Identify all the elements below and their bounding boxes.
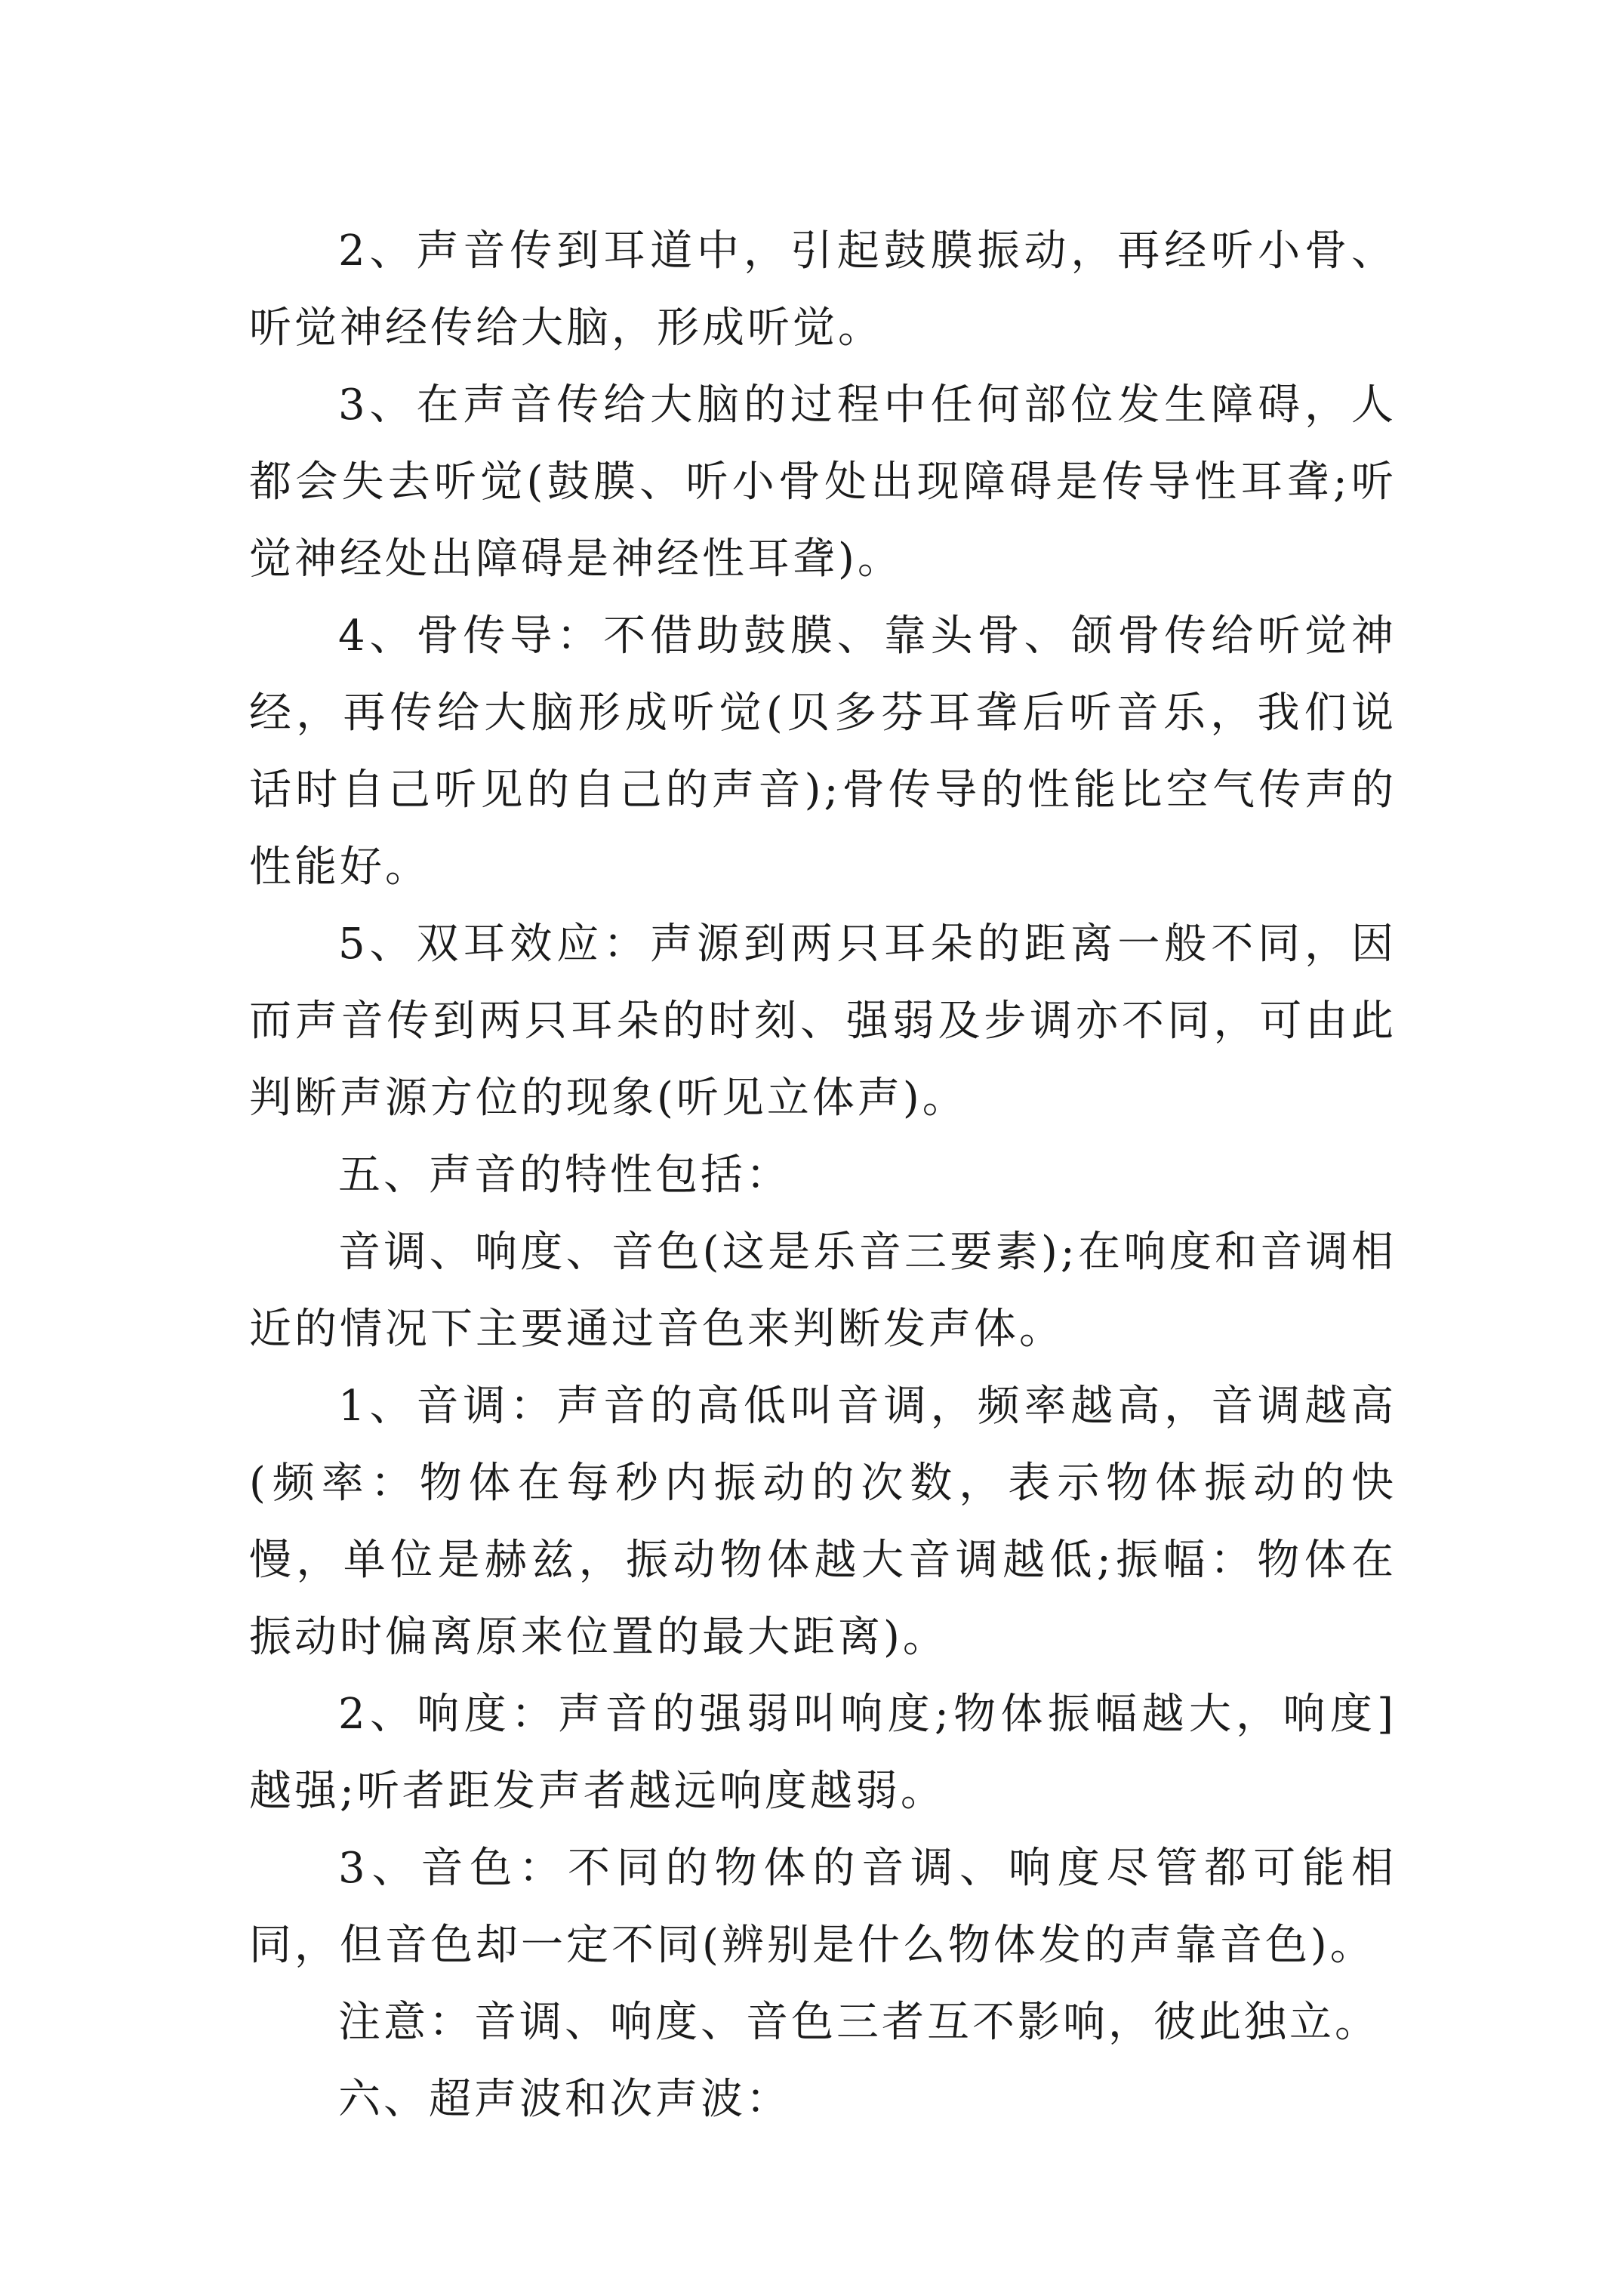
- paragraph-pitch: 1、音调：声音的高低叫音调，频率越高，音调越高(频率：物体在每秒内振动的次数，表示物体振动的快慢，单位是赫兹，振动物体越大音调越低;振幅：物体在振动时偏离原来位置的最大距离)。: [249, 1382, 1397, 1662]
- paragraph-note: 注意：音调、响度、音色三者互不影响，彼此独立。: [338, 1998, 1380, 2047]
- section-heading-sound-characteristics: 五、声音的特性包括：: [338, 1151, 791, 1200]
- paragraph-hearing-process: 2、声音传到耳道中，引起鼓膜振动，再经听小骨、听觉神经传给大脑，形成听觉。: [249, 227, 1397, 353]
- paragraph-hearing-loss: 3、在声音传给大脑的过程中任何部位发生障碍，人都会失去听觉(鼓膜、听小骨处出现障碍是传导性耳聋;听觉神经处出障碍是神经性耳聋)。: [249, 381, 1397, 584]
- paragraph-timbre: 3、音色：不同的物体的音调、响度尽管都可能相同，但音色却一定不同(辨别是什么物体发的声靠音色)。: [249, 1844, 1397, 1970]
- section-heading-ultrasound-infrasound: 六、超声波和次声波：: [338, 2075, 791, 2124]
- paragraph-three-elements: 音调、响度、音色(这是乐音三要素);在响度和音调相近的情况下主要通过音色来判断发声体。: [249, 1228, 1397, 1354]
- document-body: [249, 213, 1397, 2138]
- paragraph-binaural-effect: 5、双耳效应：声源到两只耳朵的距离一般不同，因而声音传到两只耳朵的时刻、强弱及步调亦不同，可由此判断声源方位的现象(听见立体声)。: [249, 920, 1397, 1123]
- paragraph-bone-conduction: 4、骨传导：不借助鼓膜、靠头骨、颌骨传给听觉神经，再传给大脑形成听觉(贝多芬耳聋后听音乐，我们说话时自己听见的自己的声音);骨传导的性能比空气传声的性能好。: [249, 612, 1397, 892]
- paragraph-loudness: 2、响度：声音的强弱叫响度;物体振幅越大，响度]越强;听者距发声者越远响度越弱。: [249, 1690, 1397, 1816]
